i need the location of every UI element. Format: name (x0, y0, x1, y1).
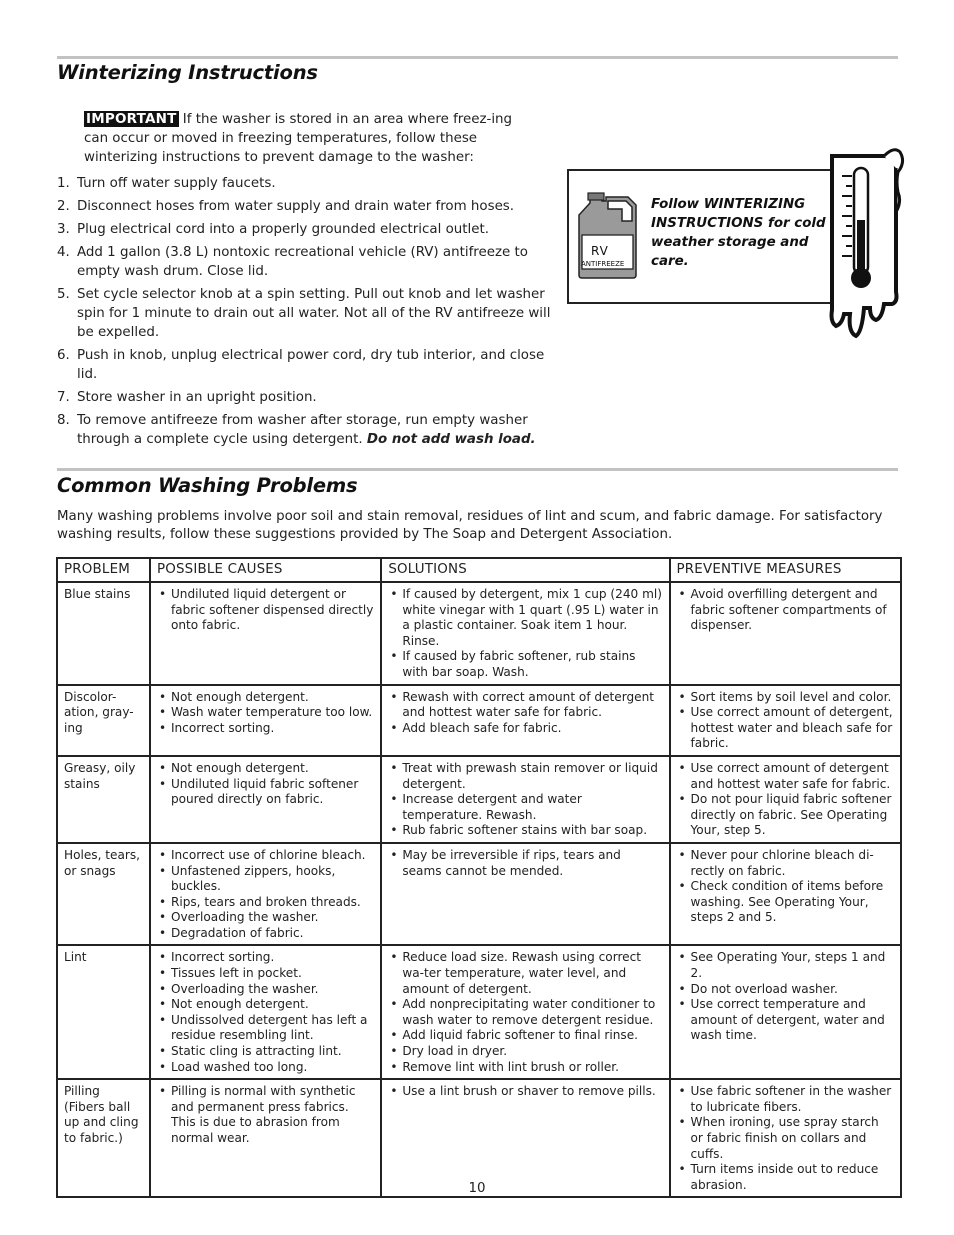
bullet-item: • Reduce load size. Rewash using correct wa-ter temperature, water level, and amount of detergent. (388, 950, 662, 997)
solutions-cell (381, 843, 669, 946)
preventive-cell-list (677, 1084, 894, 1193)
problem-cell: Lint (57, 945, 150, 1079)
step-text: Disconnect hoses from water supply and drain water from hoses. (77, 199, 515, 214)
bullet-item: • Treat with prewash stain remover or liquid detergent. (388, 761, 662, 792)
table-row (57, 945, 901, 1079)
step-text: Set cycle selector knob at a spin setting. Pull out knob and let washer spin for 1 minute to drain out all water. Not all of the RV antifreeze will be expelled. (77, 287, 551, 340)
preventive-cell-list (677, 950, 894, 1044)
preventive-cell-list (677, 761, 894, 839)
solutions-cell-list (388, 1084, 662, 1100)
jug-label-antifreeze: ANTIFREEZE (581, 260, 625, 268)
bullet-item: • May be irreversible if rips, tears and seams cannot be mended. (388, 848, 662, 879)
problems-title: Common Washing Problems (57, 474, 358, 497)
bullet-item: • Incorrect sorting. (157, 950, 374, 966)
problem-cell: Greasy, oily stains (57, 756, 150, 843)
step-emphasis: Do not add wash load. (366, 432, 536, 447)
jug-label-rv: RV (591, 244, 609, 258)
header-problem: PROBLEM (57, 558, 150, 582)
header-possible-causes: POSSIBLE CAUSES (150, 558, 381, 582)
preventive-cell (670, 843, 901, 946)
bullet-item: • Overloading the washer. (157, 982, 374, 998)
step-text: Add 1 gallon (3.8 L) nontoxic recreational vehicle (RV) antifreeze to empty wash drum. Close lid. (77, 245, 528, 279)
bullet-item: • Use fabric softener in the washer to lubricate fibers. (677, 1084, 894, 1115)
table-row (57, 582, 901, 685)
winterizing-callout (567, 169, 845, 304)
bullet-item: • Sort items by soil level and color. (677, 690, 894, 706)
bullet-item: • If caused by detergent, mix 1 cup (240 ml) white vinegar with 1 quart (.95 L) water in a plastic container. Soak item 1 hour. Rinse. (388, 587, 662, 649)
bullet-item: • Add nonprecipitating water conditioner to wash water to remove detergent residue. (388, 997, 662, 1028)
table-row (57, 1079, 901, 1197)
header-preventive-measures: PREVENTIVE MEASURES (670, 558, 901, 582)
table-header-row (57, 558, 901, 582)
winterizing-step (57, 243, 557, 281)
step-text: Push in knob, unplug electrical power cord, dry tub interior, and close lid. (77, 348, 545, 382)
bullet-item: • Do not overload washer. (677, 982, 894, 998)
winterizing-step (57, 197, 557, 216)
frozen-thermometer-icon (826, 142, 906, 344)
bullet-item: • Increase detergent and water temperature. Rewash. (388, 792, 662, 823)
solutions-cell-list (388, 690, 662, 737)
bullet-item: • Rub fabric softener stains with bar soap. (388, 823, 662, 839)
table-row (57, 756, 901, 843)
problem-cell: Holes, tears, or snags (57, 843, 150, 946)
step-text: Store washer in an upright position. (77, 390, 317, 405)
winterizing-step (57, 346, 557, 384)
bullet-item: • Dry load in dryer. (388, 1044, 662, 1060)
winterizing-step (57, 388, 557, 407)
section-divider-top (57, 56, 898, 59)
solutions-cell (381, 945, 669, 1079)
bullet-item: • Undiluted liquid detergent or fabric softener dispensed directly onto fabric. (157, 587, 374, 634)
causes-cell-list (157, 1084, 374, 1146)
causes-cell-list (157, 950, 374, 1075)
bullet-item: • Load washed too long. (157, 1060, 374, 1076)
solutions-cell-list (388, 587, 662, 681)
step-number: 7. (57, 390, 70, 405)
winterizing-step (57, 174, 557, 193)
solutions-cell (381, 1079, 669, 1197)
bullet-item: • Undissolved detergent has left a residue resembling lint. (157, 1013, 374, 1044)
causes-cell (150, 582, 381, 685)
step-text: To remove antifreeze from washer after storage, run empty washer through a complete cycle using detergent. (77, 413, 528, 447)
bullet-item: • Not enough detergent. (157, 690, 374, 706)
bullet-item: • Remove lint with lint brush or roller. (388, 1060, 662, 1076)
bullet-item: • Static cling is attracting lint. (157, 1044, 374, 1060)
causes-cell (150, 1079, 381, 1197)
winterizing-steps (57, 174, 557, 453)
table-row (57, 843, 901, 946)
bullet-item: • Use correct amount of detergent, hottest water and bleach safe for fabric. (677, 705, 894, 752)
bullet-item: • Check condition of items before washing. See Operating Your, steps 2 and 5. (677, 879, 894, 926)
winterizing-step (57, 285, 557, 342)
solutions-cell-list (388, 848, 662, 879)
step-number: 4. (57, 245, 70, 260)
bullet-item: • Pilling is normal with synthetic and permanent press fabrics. This is due to abrasion from normal wear. (157, 1084, 374, 1146)
bullet-item: • Tissues left in pocket. (157, 966, 374, 982)
bullet-item: • If caused by fabric softener, rub stains with bar soap. Wash. (388, 649, 662, 680)
causes-cell (150, 756, 381, 843)
causes-cell (150, 843, 381, 946)
bullet-item: • Incorrect use of chlorine bleach. (157, 848, 374, 864)
step-number: 6. (57, 348, 70, 363)
step-text: Turn off water supply faucets. (77, 176, 276, 191)
solutions-cell (381, 685, 669, 756)
bullet-item: • Use a lint brush or shaver to remove pills. (388, 1084, 662, 1100)
causes-cell (150, 685, 381, 756)
causes-cell-list (157, 848, 374, 942)
solutions-cell (381, 582, 669, 685)
bullet-item: • Rips, tears and broken threads. (157, 895, 374, 911)
step-number: 1. (57, 176, 70, 191)
solutions-cell (381, 756, 669, 843)
causes-cell (150, 945, 381, 1079)
causes-cell-list (157, 761, 374, 808)
bullet-item: • Add liquid fabric softener to final rinse. (388, 1028, 662, 1044)
preventive-cell (670, 945, 901, 1079)
bullet-item: • Rewash with correct amount of detergent and hottest water safe for fabric. (388, 690, 662, 721)
problems-intro: Many washing problems involve poor soil and stain removal, residues of lint and scum, and fabric damage. For satisfactory washing results, follow these suggestions provided by The Soap and Detergent Association. (57, 509, 883, 542)
preventive-cell-list (677, 848, 894, 926)
bullet-item: • Never pour chlorine bleach di-rectly on fabric. (677, 848, 894, 879)
winterizing-title: Winterizing Instructions (57, 61, 318, 84)
step-number: 5. (57, 287, 70, 302)
bullet-item: • Do not pour liquid fabric softener directly on fabric. See Operating Your, step 5. (677, 792, 894, 839)
preventive-cell (670, 685, 901, 756)
problem-cell: Discolor-ation, gray-ing (57, 685, 150, 756)
step-number: 8. (57, 413, 70, 428)
preventive-cell (670, 1079, 901, 1197)
causes-cell-list (157, 690, 374, 737)
bullet-item: • Add bleach safe for fabric. (388, 721, 662, 737)
bullet-item: • Avoid overfilling detergent and fabric softener compartments of dispenser. (677, 587, 894, 634)
bullet-item: • Not enough detergent. (157, 761, 374, 777)
header-solutions: SOLUTIONS (381, 558, 669, 582)
table-row (57, 685, 901, 756)
important-text: If the washer is stored in an area where freez-ing can occur or moved in freezing temperatures, follow these winterizing instructions to prevent damage to the washer: (84, 112, 513, 165)
solutions-cell-list (388, 950, 662, 1075)
bullet-item: • Not enough detergent. (157, 997, 374, 1013)
bullet-item: • Overloading the washer. (157, 910, 374, 926)
bullet-item: • Use correct amount of detergent and hottest water safe for fabric. (677, 761, 894, 792)
step-text: Plug electrical cord into a properly grounded electrical outlet. (77, 222, 489, 237)
important-notice (84, 110, 514, 167)
solutions-cell-list (388, 761, 662, 839)
bullet-item: • Wash water temperature too low. (157, 705, 374, 721)
important-badge: IMPORTANT (86, 111, 177, 127)
step-number: 3. (57, 222, 70, 237)
winterizing-step (57, 411, 557, 449)
problem-cell: Pilling (Fibers ball up and cling to fabric.) (57, 1079, 150, 1197)
step-number: 2. (57, 199, 70, 214)
section-divider-problems (57, 468, 898, 471)
page-number: 10 (468, 1181, 486, 1196)
preventive-cell (670, 582, 901, 685)
problem-cell: Blue stains (57, 582, 150, 685)
callout-text: Follow WINTERIZING INSTRUCTIONS for cold weather storage and care. (651, 197, 826, 269)
bullet-item: • Unfastened zippers, hooks, buckles. (157, 864, 374, 895)
bullet-item: • Incorrect sorting. (157, 721, 374, 737)
bullet-item: • Use correct temperature and amount of detergent, water and wash time. (677, 997, 894, 1044)
bullet-item: • Undiluted liquid fabric softener poured directly on fabric. (157, 777, 374, 808)
preventive-cell-list (677, 587, 894, 634)
bullet-item: • When ironing, use spray starch or fabric finish on collars and cuffs. (677, 1115, 894, 1162)
causes-cell-list (157, 587, 374, 634)
problems-table (56, 557, 902, 1198)
preventive-cell (670, 756, 901, 843)
bullet-item: • Degradation of fabric. (157, 926, 374, 942)
bullet-item: • See Operating Your, steps 1 and 2. (677, 950, 894, 981)
preventive-cell-list (677, 690, 894, 752)
bullet-item: • Turn items inside out to reduce abrasion. (677, 1162, 894, 1193)
winterizing-step (57, 220, 557, 239)
